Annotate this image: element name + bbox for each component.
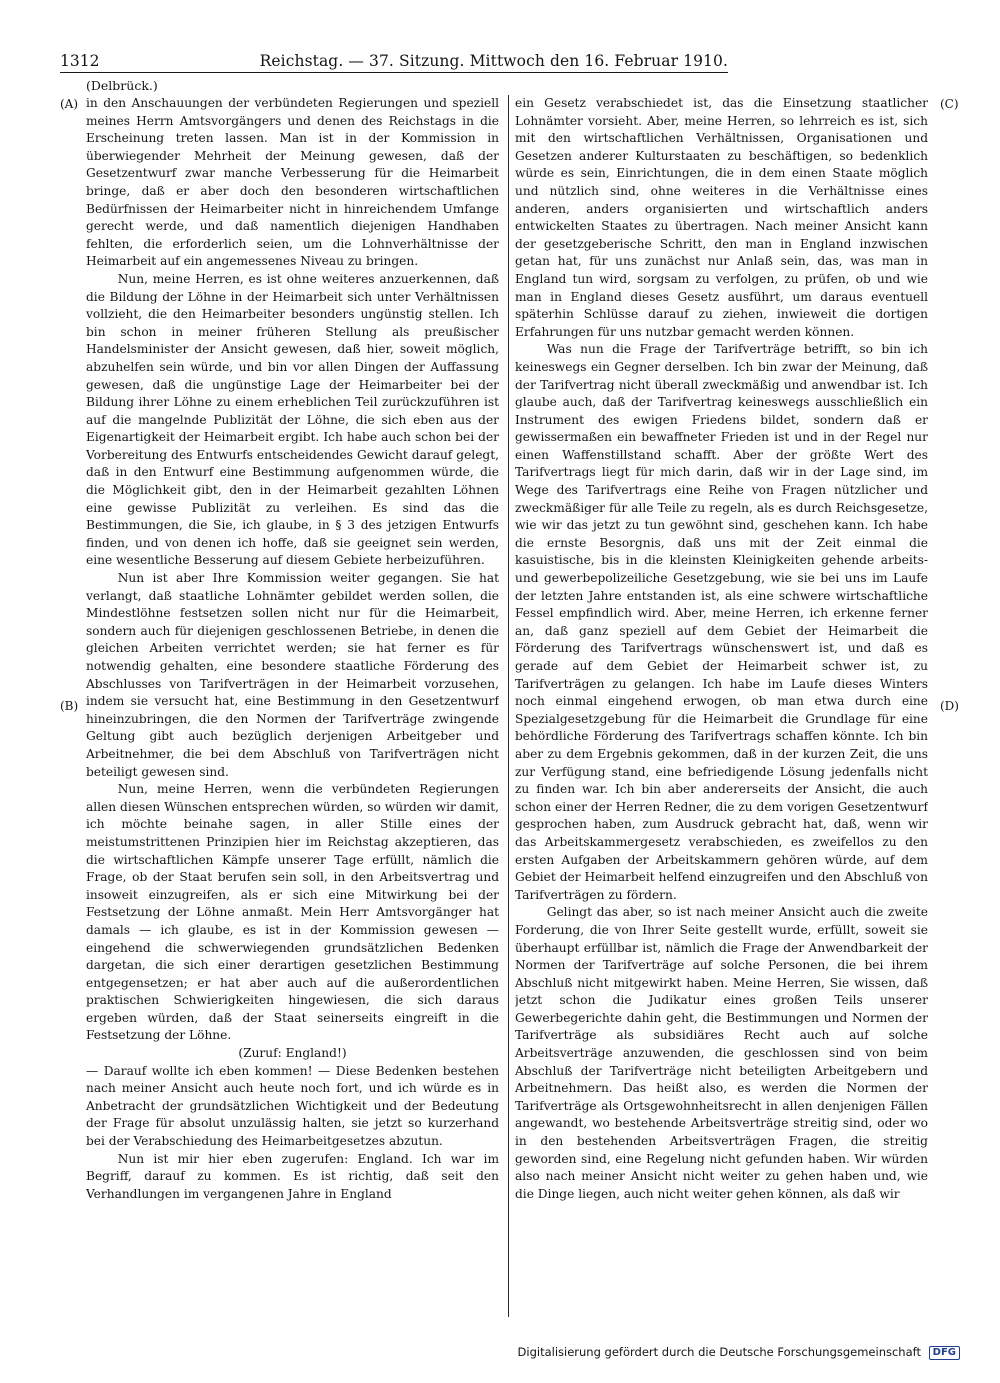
margin-marker-d: (D): [940, 699, 959, 713]
paragraph: Nun ist mir hier eben zugerufen: England. Ich war im Begriff, darauf zu kommen. Es ist richtig, daß seit den Verhandlungen im vergangenen Jahre in England: [86, 1151, 499, 1201]
digitization-footer: [518, 1344, 960, 1360]
margin-marker-a: (A): [60, 97, 79, 111]
dfg-logo-icon: DFG: [929, 1346, 960, 1360]
paragraph: Was nun die Frage der Tarifverträge betrifft, so bin ich keineswegs ein Gegner derselben. Ich bin zwar der Meinung, daß der Tarifvertrag nicht überall zweckmäßig und anwendbar ist. Ich glaube auch, daß der Tarifvertrag keineswegs ausschließlich ein Instrument des ewigen Friedens bildet, sondern daß er gewissermaßen ein bewaffneter Frieden ist und in der Regel nur einen Waffenstillstand schafft. Aber der größte Wert des Tarifvertrags liegt für mich darin, daß wir in der Lage sind, im Wege des Tarifvertrags eine Reihe von Fragen nützlicher und zweckmäßiger für alle Teile zu regeln, als es durch Reichsgesetze, wie wir das jetzt zu tun gewöhnt sind, geschehen kann. Ich habe die ernste Besorgnis, daß uns mit der Zeit einmal die kasuistische, bis in die kleinsten Kleinigkeiten gehende arbeits- und gewerbepolizeiliche Gesetzgebung, wie sie bei uns im Laufe der letzten Jahre entstanden ist, als eine schwere wirtschaftliche Fessel empfindlich wird. Aber, meine Herren, ich erkenne ferner an, daß ganz speziell auf dem Gebiet der Heimarbeit die Förderung des Tarifvertrags wünschenswert ist, und daß es gerade auf dem Gebiet der Heimarbeit schwer ist, zu Tarifverträgen zu gelangen. Ich habe im Laufe dieses Winters noch einmal eingehend erwogen, ob man etwa durch eine Spezialgesetzgebung für die Heimarbeit die Grundlage für eine behördliche Förderung des Tarifvertrags schaffen könnte. Ich bin aber zu dem Ergebnis gekommen, daß in der kurzen Zeit, die uns zur Verfügung stand, eine befriedigende Lösung jedenfalls nicht zu finden war. Ich bin aber andererseits der Ansicht, die auch schon einer der Herren Redner, die zu dem vorigen Gesetzentwurf gesprochen haben, zum Ausdruck gebracht hat, daß, wenn wir das Arbeitskammergesetz verabschieden, es zweifellos zu den ersten Aufgaben der Arbeitskammern gehören würde, auf dem Gebiet der Heimarbeit helfend einzugreifen und den Abschluß von Tarifverträgen zu fördern.: [515, 342, 928, 902]
page-number: 1312: [60, 52, 100, 70]
speaker-name: (Delbrück.): [86, 78, 158, 93]
left-column: [86, 95, 499, 1319]
interjection: (Zuruf: England!): [238, 1046, 347, 1061]
margin-marker-b: (B): [60, 699, 79, 713]
footer-text: Digitalisierung gefördert durch die Deutsche Forschungsgemeinschaft: [517, 1345, 921, 1359]
header-rule: [60, 72, 728, 73]
page-header: [60, 50, 728, 72]
margin-marker-c: (C): [940, 97, 959, 111]
running-title: Reichstag. — 37. Sitzung. Mittwoch den 16. Februar 1910.: [259, 52, 728, 70]
paragraph: Nun, meine Herren, es ist ohne weiteres anzuerkennen, daß die Bildung der Löhne in der Heimarbeit sich unter Verhältnissen vollzieht, die den Heimarbeiter besonders ungünstig stellen. Ich bin schon in meiner früheren Stellung als preußischer Handelsminister der Ansicht gewesen, daß hier, soweit möglich, abzuhelfen sein würde, und bin vor allen Dingen der Auffassung gewesen, daß die ungünstige Lage der Heimarbeiter bei der Bildung ihrer Löhne zu einem erheblichen Teil zurückzuführen ist auf die mangelnde Publizität der Löhne, die sich eben aus der Eigenartigkeit der Heimarbeit ergibt. Ich habe auch schon bei der Vorbereitung des Entwurfs entscheidendes Gewicht darauf gelegt, daß in den Entwurf eine Bestimmung aufgenommen würde, die die Möglichkeit gibt, den in der Heimarbeit gezahlten Löhnen eine gewisse Publizität zu verleihen. Es sind das die Bestimmungen, die Sie, ich glaube, in § 3 des jetzigen Entwurfs finden, und von denen ich hoffe, daß sie geeignet sein werden, eine wesentliche Besserung auf diesem Gebiete herbeizuführen.: [86, 271, 499, 568]
right-column: [515, 95, 928, 1319]
paragraph: Gelingt das aber, so ist nach meiner Ansicht auch die zweite Forderung, die von Ihrer Seite gestellt wurde, erfüllt, soweit sie überhaupt erfüllbar ist, nämlich die Frage der Anwendbarkeit der Normen der Tarifverträge auf solche Personen, die bei ihrem Abschluß nicht mitgewirkt haben. Meine Herren, Sie wissen, daß jetzt schon die Judikatur eines großen Teils unserer Gewerbegerichte dahin geht, die Bestimmungen und Normen der Tarifverträge als subsidiäres Recht auch auf solche Arbeitsverträge anzuwenden, die geschlossen sind von beim Abschluß der Tarifverträge nicht beteiligten Arbeitgebern und Arbeitnehmern. Das heißt also, es werden die Normen der Tarifverträge als Ortsgewohnheitsrecht in allen denjenigen Fällen angewandt, wo bestehende Arbeitsverträge streitig sind, oder wo in den bestehenden Arbeitsverträgen Fragen, die streitig geworden sind, eine Regelung nicht gefunden haben. Wir würden also nach meiner Ansicht nicht weiter zu gehen haben und, wie die Dinge liegen, auch nicht weiter gehen können, als daß wir: [515, 905, 928, 1201]
column-divider: [508, 95, 509, 1317]
paragraph: in den Anschauungen der verbündeten Regierungen und speziell meines Herrn Amtsvorgängers und denen des Reichstags in die Erscheinung treten lassen. Man ist in der Kommission in überwiegender Mehrheit der Meinung gewesen, daß der Gesetzentwurf zwar manche Verbesserung für die Heimarbeit bringe, daß er aber doch den besonderen wirtschaftlichen Bedürfnissen der Heimarbeiter nicht in hinreichendem Umfange gerecht werde, und daß namentlich diejenigen Handhaben fehlten, die erforderlich seien, um die Lohnverhältnisse der Heimarbeit auf ein angemessenes Niveau zu bringen.: [86, 96, 499, 269]
paragraph: Nun, meine Herren, wenn die verbündeten Regierungen allen diesen Wünschen entsprechen würden, so würden wir damit, ich möchte beinahe sagen, in aller Stille eines der meistumstrittenen Prinzipien hier im Reichstag akzeptieren, das die wirtschaftlichen Kämpfe unserer Tage erfüllt, nämlich die Frage, ob der Staat berufen sein soll, in den Arbeitsvertrag und insoweit einzugreifen, als er sich eine Mitwirkung bei der Festsetzung der Löhne anmaßt. Mein Herr Amtsvorgänger hat damals — ich glaube, es ist in der Kommission gewesen — eingehend die schwerwiegenden grundsätzlichen Bedenken dargetan, die sich einer derartigen gesetzlichen Bestimmung entgegensetzen; er hat aber auch auf die außerordentlichen praktischen Schwierigkeiten hingewiesen, die sich daraus ergeben würden, daß der Staat seinerseits eingreift in die Festsetzung der Löhne.: [86, 782, 499, 1043]
paragraph: Nun ist aber Ihre Kommission weiter gegangen. Sie hat verlangt, daß staatliche Lohnämter gebildet werden sollen, die Mindestlöhne festsetzen sollen nicht nur für die Heimarbeit, sondern auch für diejenigen geschlossenen Betriebe, in denen die gleichen Arbeiten verrichtet werden; sie hat ferner es für notwendig gehalten, eine besondere staatliche Förderung des Abschlusses von Tarifverträgen in der Heimarbeit vorzusehen, indem sie versucht hat, eine Bestimmung in den Gesetzentwurf hineinzubringen, die den Normen der Tarifverträge zwingende Geltung gibt auch bezüglich derjenigen Arbeitgeber und Arbeitnehmer, die bei dem Abschluß von Tarifverträgen nicht beteiligt gewesen sind.: [86, 571, 499, 779]
paragraph: — Darauf wollte ich eben kommen! — Diese Bedenken bestehen nach meiner Ansicht auch heute noch fort, und ich würde es in Anbetracht der grundsätzlichen Wichtigkeit und der Bedeutung der Frage für absolut unzulässig halten, sie jetzt so kurzerhand bei der Verabschiedung des Heimarbeitgesetzes abzutun.: [86, 1063, 499, 1149]
paragraph: ein Gesetz verabschiedet ist, das die Einsetzung staatlicher Lohnämter vorsieht. Aber, meine Herren, so lehrreich es ist, sich mit den wirtschaftlichen Verhältnissen, Organisationen und Gesetzen anderer Kulturstaaten zu beschäftigen, so bedenklich würde es sein, Einrichtungen, die in dem einen Staate möglich und nützlich sind, ohne weiteres in die Verhältnisse eines anderen, anders organisierten und wirtschaftlich anders entwickelten Staates zu übertragen. Nach meiner Ansicht kann der gesetzgeberische Schritt, den man in England inzwischen getan hat, für uns zunächst nur Anlaß sein, das, was man in England tun wird, sorgsam zu verfolgen, zu prüfen, ob und wie man in England dieses Gesetz ausführt, um daraus eventuell späterhin Schlüsse darauf zu ziehen, inwieweit die dortigen Erfahrungen für uns nutzbar gemacht werden können.: [515, 96, 928, 339]
